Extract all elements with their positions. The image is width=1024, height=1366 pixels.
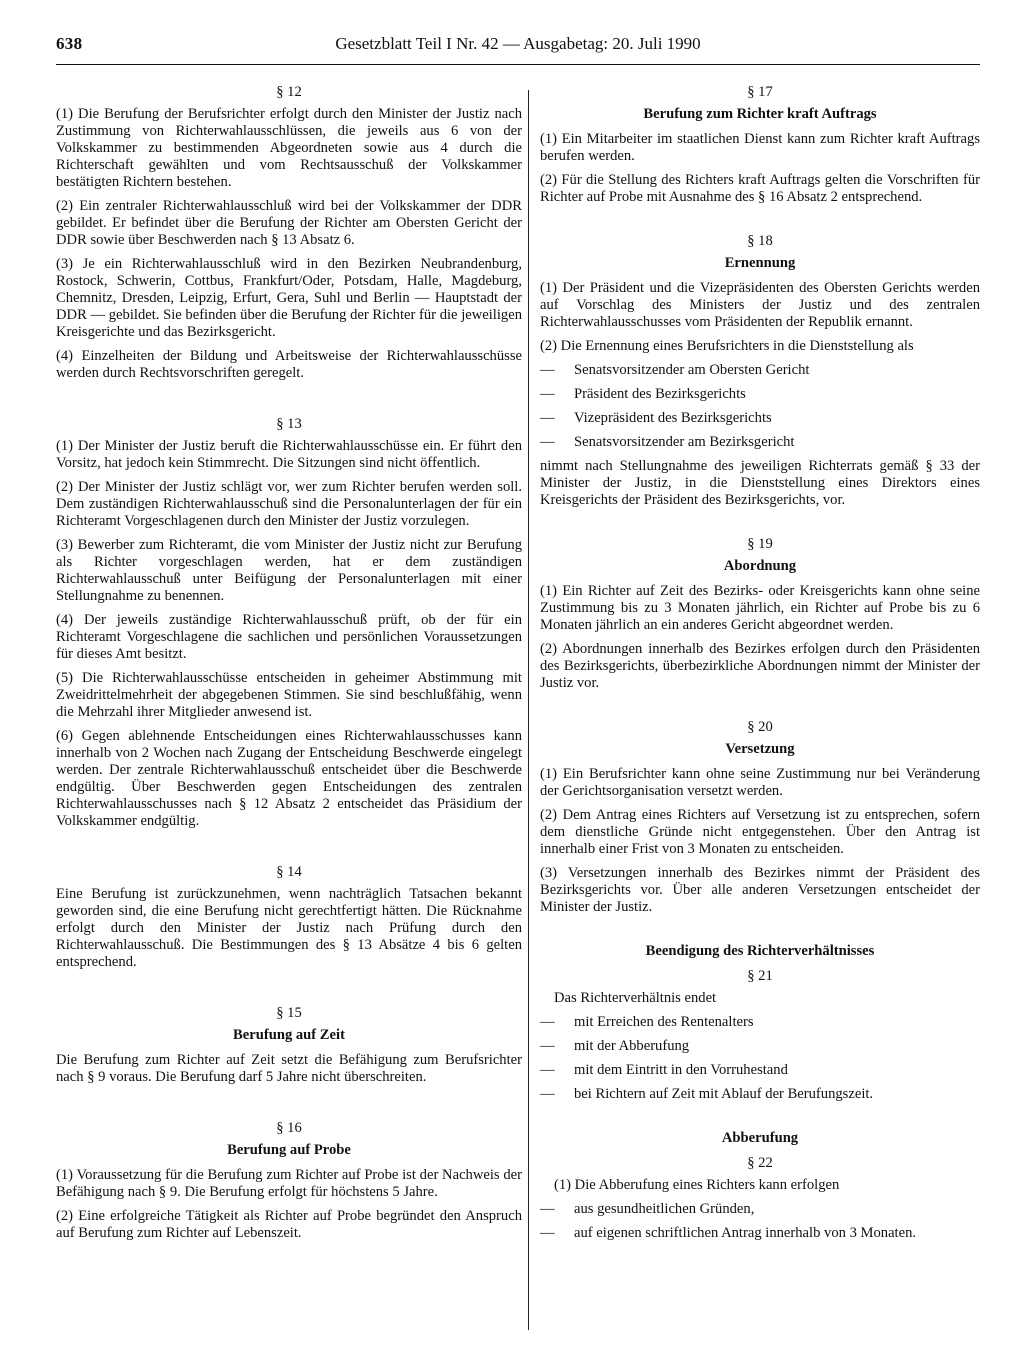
list-dash: — [540, 1038, 555, 1054]
section-17-paragraph-2: (2) Für die Stellung des Richters kraft Auftrags gelten die Vorschriften für Richter auf Probe mit Ausnahme des § 16 Absatz 2 entsprechend. [540, 172, 980, 205]
list-dash: — [540, 386, 555, 402]
section-13-paragraph-3: (3) Bewerber zum Richteramt, die vom Minister der Justiz nicht zur Berufung als Richter vorgeschlagen werden, hat er dem zuständigen Richterwahlausschuß unter Beifügung der Personalunterlagen mit einer Stellungnahme zu benennen. [56, 537, 522, 604]
section-18-heading: Ernennung [724, 255, 796, 271]
section-21-number: § 21 [747, 968, 773, 984]
list-item-text: Präsident des Bezirksgerichts [574, 386, 746, 402]
list-item [540, 410, 980, 427]
section-12-paragraph-1: (1) Die Berufung der Berufsrichter erfolgt durch den Minister der Justiz nach Zustimmung von Richterwahlausschlüssen, die jeweils aus 6 von der Volkskammer zu bestimmenden Abgeordneten sowie aus 4 durch die Richterschaft gewählten und vom Rechtsausschuß der Volkskammer bestätigten Richtern bestehen. [56, 106, 522, 190]
section-15-paragraph-1: Die Berufung zum Richter auf Zeit setzt die Befähigung zum Berufsrichter nach § 9 voraus. Die Berufung darf 5 Jahre nicht überschreiten. [56, 1052, 522, 1085]
list-item-text: Vizepräsident des Bezirksgerichts [574, 410, 772, 426]
list-item-text: mit der Abberufung [574, 1038, 690, 1054]
list-item [540, 1201, 980, 1218]
section-22-heading: Abberufung [721, 1130, 799, 1146]
section-20-paragraph-2: (2) Dem Antrag eines Richters auf Versetzung ist zu entsprechen, sofern dem dienstliche Gründe nicht entgegenstehen. Über den Antrag ist innerhalb einer Frist von 3 Monaten zu entscheiden. [540, 807, 980, 857]
list-dash: — [540, 1201, 555, 1217]
section-16-paragraph-1: (1) Voraussetzung für die Berufung zum Richter auf Probe ist der Nachweis der Befähigung nach § 9. Die Berufung erfolgt für höchstens 5 Jahre. [56, 1167, 522, 1200]
page-title: Gesetzblatt Teil I Nr. 42 — Ausgabetag: 20. Juli 1990 [335, 34, 701, 53]
right-column [540, 84, 980, 1249]
list-item-text: Senatsvorsitzender am Obersten Gericht [574, 362, 810, 378]
left-column [56, 84, 522, 1249]
list-dash: — [540, 1086, 555, 1102]
section-19-heading: Abordnung [723, 558, 797, 574]
section-20-paragraph-1: (1) Ein Berufsrichter kann ohne seine Zustimmung nur bei Veränderung der Gerichtsorganisation versetzt werden. [540, 766, 980, 799]
column-divider [528, 90, 529, 1330]
section-16-heading: Berufung auf Probe [227, 1142, 351, 1158]
list-item [540, 1014, 980, 1031]
list-item-text: mit dem Eintritt in den Vorruhestand [574, 1062, 788, 1078]
list-item-text: mit Erreichen des Rentenalters [574, 1014, 754, 1030]
section-12-paragraph-4: (4) Einzelheiten der Bildung und Arbeitsweise der Richterwahlausschüsse werden durch Rechtsvorschriften geregelt. [56, 348, 522, 381]
list-item [540, 1225, 980, 1242]
list-dash: — [540, 410, 555, 426]
section-18-paragraph-2: (2) Die Ernennung eines Berufsrichters in die Dienststellung als [540, 338, 914, 354]
section-12-paragraph-3: (3) Je ein Richterwahlausschluß wird in den Bezirken Neubrandenburg, Rostock, Schwerin, Cottbus, Frankfurt/Oder, Potsdam, Halle, Magdeburg, Chemnitz, Dresden, Leipzig, Erfurt, Gera, Suhl und Berlin — Hauptstadt der DDR — gebildet. Sie befinden über die Berufung der Richter für die jeweiligen Kreisgerichte und das Bezirksgericht. [56, 256, 522, 340]
list-item [540, 1038, 980, 1055]
section-20-heading: Versetzung [725, 741, 795, 757]
section-20-number: § 20 [747, 719, 773, 735]
section-15-number: § 15 [276, 1005, 302, 1021]
page-number: 638 [56, 34, 83, 53]
section-19-number: § 19 [747, 536, 773, 552]
section-13-paragraph-4: (4) Der jeweils zuständige Richterwahlausschuß prüft, ob der für ein Richteramt Vorgeschlagene die sachlichen und persönlichen Voraussetzungen für dieses Amt besitzt. [56, 612, 522, 662]
section-20-paragraph-3: (3) Versetzungen innerhalb des Bezirkes nimmt der Präsident des Bezirksgerichts vor. Über alle anderen Versetzungen entscheidet der Minister der Justiz. [540, 865, 980, 915]
list-item-text: bei Richtern auf Zeit mit Ablauf der Berufungszeit. [574, 1086, 874, 1102]
list-dash: — [540, 362, 555, 378]
section-14-paragraph-1: Eine Berufung ist zurückzunehmen, wenn nachträglich Tatsachen bekannt geworden sind, die eine Berufung nicht gerechtfertigt hätten. Die Rücknahme erfolgt durch den Minister der Justiz nach Prüfung durch den Richterwahlausschuß. Die Bestimmungen des § 13 Absätze 4 bis 6 gelten entsprechend. [56, 886, 522, 970]
list-dash: — [540, 1014, 555, 1030]
section-17-heading: Berufung zum Richter kraft Auftrags [643, 106, 877, 122]
section-21-intro: Das Richterverhältnis endet [554, 990, 717, 1006]
section-13-number: § 13 [276, 416, 302, 432]
section-19-paragraph-1: (1) Ein Richter auf Zeit des Bezirks- oder Kreisgerichts kann ohne seine Zustimmung bis zu 3 Monaten jährlich, ein Richter auf Probe bis zu 6 Monaten jährlich an ein anderes Gericht abgeordnet werden. [540, 583, 980, 633]
list-item [540, 1086, 980, 1103]
section-13-paragraph-5: (5) Die Richterwahlausschüsse entscheiden in geheimer Abstimmung mit Zweidrittelmehrheit der abgegebenen Stimmen. Sie sind beschlußfähig, wenn die Mehrzahl ihrer Mitglieder anwesend ist. [56, 670, 522, 720]
section-19-paragraph-2: (2) Abordnungen innerhalb des Bezirkes erfolgen durch den Präsidenten des Bezirksgerichts, überbezirkliche Abordnungen nimmt der Minister der Justiz vor. [540, 641, 980, 691]
list-item [540, 434, 980, 451]
list-item-text: auf eigenen schriftlichen Antrag innerhalb von 3 Monaten. [574, 1225, 917, 1241]
list-item-text: aus gesundheitlichen Gründen, [574, 1201, 755, 1217]
list-dash: — [540, 434, 555, 450]
list-dash: — [540, 1062, 555, 1078]
section-12-number: § 12 [276, 84, 302, 100]
chapter-heading: Beendigung des Richterverhältnisses [645, 943, 875, 959]
section-18-number: § 18 [747, 233, 773, 249]
section-14-number: § 14 [276, 864, 302, 880]
section-15-heading: Berufung auf Zeit [233, 1027, 345, 1043]
section-22-number: § 22 [747, 1155, 773, 1171]
list-item [540, 1062, 980, 1079]
section-13-paragraph-1: (1) Der Minister der Justiz beruft die Richterwahlausschüsse ein. Er führt den Vorsitz, hat jedoch kein Stimmrecht. Die Sitzungen sind nicht öffentlich. [56, 438, 522, 471]
section-12-paragraph-2: (2) Ein zentraler Richterwahlausschluß wird bei der Volkskammer der DDR gebildet. Er befindet über die Berufung der Richter am Obersten Gericht der DDR sowie über Beschwerden nach § 13 Absatz 6. [56, 198, 522, 248]
section-16-paragraph-2: (2) Eine erfolgreiche Tätigkeit als Richter auf Probe begründet den Anspruch auf Berufung zum Richter auf Lebenszeit. [56, 1208, 522, 1241]
list-item-text: Senatsvorsitzender am Bezirksgericht [574, 434, 795, 450]
section-18-paragraph-3: nimmt nach Stellungnahme des jeweiligen Richterrats gemäß § 33 der Minister der Justiz, in die Dienststellung eines Direktors eines Kreisgerichts der Präsident des Bezirksgerichts, vor. [540, 458, 980, 508]
section-17-number: § 17 [747, 84, 773, 100]
section-22-intro: (1) Die Abberufung eines Richters kann erfolgen [554, 1177, 840, 1193]
section-18-paragraph-1: (1) Der Präsident und die Vizepräsidenten des Obersten Gerichts werden auf Vorschlag des Ministers der Justiz und des zentralen Richterwahlausschusses vom Präsidenten der Republik ernannt. [540, 280, 980, 330]
section-13-paragraph-2: (2) Der Minister der Justiz schlägt vor, wer zum Richter berufen werden soll. Dem zuständigen Richterwahlausschuß sind die Personalunterlagen der für ein Richteramt Vorgeschlagenen durch den Minister der Justiz vorzulegen. [56, 479, 522, 529]
section-16-number: § 16 [276, 1120, 302, 1136]
section-13-paragraph-6: (6) Gegen ablehnende Entscheidungen eines Richterwahlausschusses kann innerhalb von 2 Wochen nach Zugang der Entscheidung Beschwerde eingelegt werden. Der zentrale Richterwahlausschuß entscheidet über die Beschwerde endgültig. Über Beschwerden gegen Entscheidungen des zentralen Richterwahlausschusses nach § 12 Absatz 2 entscheidet das Präsidium der Volkskammer endgültig. [56, 728, 522, 829]
list-item [540, 362, 980, 379]
list-dash: — [540, 1225, 555, 1241]
list-item [540, 386, 980, 403]
section-17-paragraph-1: (1) Ein Mitarbeiter im staatlichen Dienst kann zum Richter kraft Auftrags berufen werden. [540, 131, 980, 164]
page-header [56, 34, 980, 65]
